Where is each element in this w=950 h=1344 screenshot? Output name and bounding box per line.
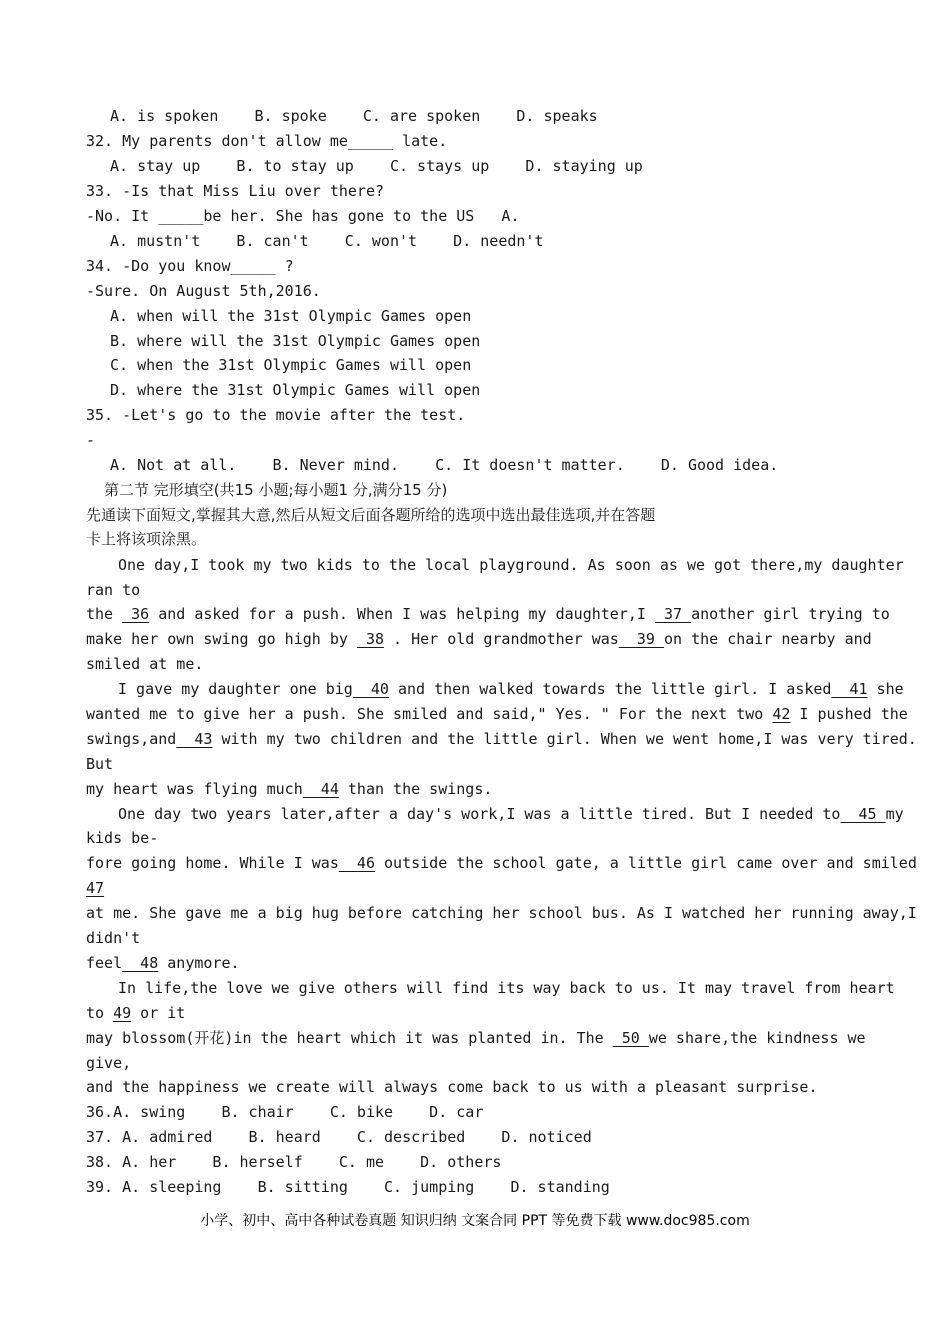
passage-line: One day two years later,after a day's work,I was a little tired. But I needed to 45 my <box>118 805 904 823</box>
passage-line: wanted me to give her a push. She smiled and said," Yes. " For the next two 42 I pushed the <box>86 705 908 723</box>
q32-options: A. stay up B. to stay up C. stays up D. staying up <box>110 157 643 175</box>
blank-37: 37 <box>654 605 692 623</box>
passage-line: fore going home. While I was 46 outside the school gate, a little girl came over and smiled <box>86 854 917 872</box>
passage-line: In life,the love we give others will find its way back to us. It may travel from heart <box>118 979 895 997</box>
passage-line: and the happiness we create will always come back to us with a pleasant surprise. <box>86 1078 818 1096</box>
blank-48: 48 <box>122 954 159 972</box>
blank-49: 49 <box>113 1004 132 1022</box>
blank-39: 39 <box>618 630 664 648</box>
blank-42: 42 <box>772 705 791 723</box>
section-instruction-cont: 卡上将该项涂黑。 <box>86 530 207 548</box>
passage-line: give, <box>86 1054 132 1072</box>
blank-43: 43 <box>176 730 213 748</box>
q34-option-d: D. where the 31st Olympic Games will open <box>110 381 481 399</box>
blank-40: 40 <box>352 680 389 698</box>
passage-line: kids be- <box>86 829 159 847</box>
passage-line: ran to <box>86 581 141 599</box>
q37-options: 37. A. admired B. heard C. described D. noticed <box>86 1128 592 1146</box>
blank-47: 47 <box>86 879 105 897</box>
blank-50: 50 <box>612 1029 649 1047</box>
q34-reply: -Sure. On August 5th,2016. <box>86 282 321 300</box>
passage-line: make her own swing go high by 38 . Her old grandmother was 39 on the chair nearby and <box>86 630 872 648</box>
passage-line: But <box>86 755 114 773</box>
passage-line: I gave my daughter one big 40 and then walked towards the little girl. I asked 41 she <box>118 680 904 698</box>
q33-options: A. mustn't B. can't C. won't D. needn't <box>110 232 544 250</box>
passage-line: didn't <box>86 929 141 947</box>
section-heading: 第二节 完形填空(共15 小题;每小题1 分,满分15 分) <box>104 481 448 499</box>
blank-45: 45 <box>840 805 886 823</box>
q39-options: 39. A. sleeping B. sitting C. jumping D. standing <box>86 1178 610 1196</box>
passage-line: the 36 and asked for a push. When I was helping my daughter,I 37 another girl trying to <box>86 605 890 623</box>
q32-stem: 32. My parents don't allow me_____ late. <box>86 132 448 150</box>
blank-46: 46 <box>338 854 375 872</box>
q34-option-b: B. where will the 31st Olympic Games open <box>110 332 481 350</box>
blank-38: 38 <box>356 630 385 648</box>
passage-line <box>86 878 104 898</box>
section-instruction: 先通读下面短文,掌握其大意,然后从短文后面各题所给的选项中选出最佳选项,并在答题 <box>86 506 656 524</box>
passage-line: smiled at me. <box>86 655 204 673</box>
q36-options: 36.A. swing B. chair C. bike D. car <box>86 1103 484 1121</box>
passage-line: swings,and 43 with my two children and the little girl. When we went home,I was very tired. <box>86 730 917 748</box>
passage-line: One day,I took my two kids to the local playground. As soon as we got there,my daughter <box>118 556 904 574</box>
q33-stem: 33. -Is that Miss Liu over there? <box>86 182 385 200</box>
q35-stem: 35. -Let's go to the movie after the test. <box>86 406 466 424</box>
passage-line: may blossom(开花)in the heart which it was planted in. The 50 we share,the kindness we <box>86 1029 866 1047</box>
q34-option-c: C. when the 31st Olympic Games will open <box>110 356 472 374</box>
q34-stem: 34. -Do you know_____ ? <box>86 257 294 275</box>
blank-44: 44 <box>302 780 339 798</box>
passage-line: feel 48 anymore. <box>86 954 240 972</box>
q35-reply: - <box>86 431 96 449</box>
passage-line: to 49 or it <box>86 1004 186 1022</box>
q38-options: 38. A. her B. herself C. me D. others <box>86 1153 502 1171</box>
q33-reply: -No. It _____be her. She has gone to the US A. <box>86 207 520 225</box>
q34-option-a: A. when will the 31st Olympic Games open <box>110 307 472 325</box>
blank-36: 36 <box>122 605 150 623</box>
q31-options: A. is spoken B. spoke C. are spoken D. speaks <box>110 107 598 125</box>
passage-line: at me. She gave me a big hug before catching her school bus. As I watched her running away,I <box>86 904 917 922</box>
page-footer: 小学、初中、高中各种试卷真题 知识归纳 文案合同 PPT 等免费下载 www.doc985.com <box>200 1213 750 1229</box>
passage-line: my heart was flying much 44 than the swings. <box>86 780 493 798</box>
q35-options: A. Not at all. B. Never mind. C. It doesn't matter. D. Good idea. <box>110 456 779 474</box>
blank-41: 41 <box>831 680 868 698</box>
